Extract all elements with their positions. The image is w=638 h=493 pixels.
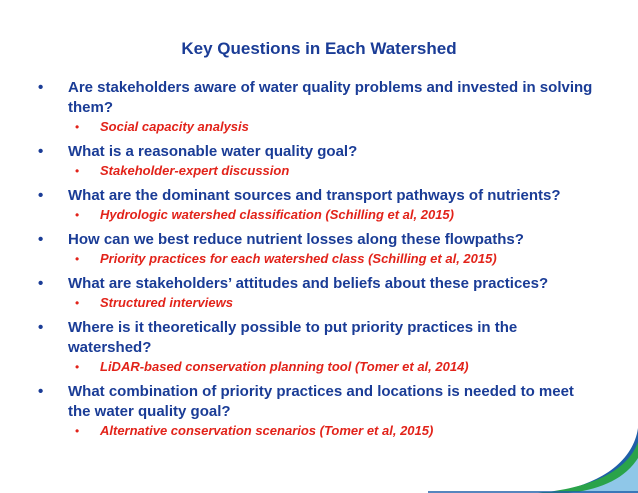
answer-text: Social capacity analysis: [100, 119, 249, 134]
sub-bullet: •: [75, 120, 80, 134]
question-text: What are stakeholders’ attitudes and beliefs about these practices?: [68, 275, 549, 292]
question-text: Where is it theoretically possible to put priority practices in the watershed?: [68, 319, 518, 356]
question-text: What combination of priority practices and locations is needed to meet the water quality goal?: [68, 383, 574, 420]
bullet: •: [38, 143, 44, 160]
question-item: [38, 230, 598, 267]
question-text: Are stakeholders aware of water quality problems and invested in solving them?: [68, 79, 593, 116]
answer-text: LiDAR-based conservation planning tool (Tomer et al, 2014): [100, 359, 469, 374]
question-text: How can we best reduce nutrient losses along these flowpaths?: [68, 231, 524, 248]
answer-text: Hydrologic watershed classification (Schilling et al, 2015): [100, 207, 454, 222]
question-item: [38, 274, 598, 311]
answer-text: Alternative conservation scenarios (Tomer et al, 2015): [100, 423, 434, 438]
bullet: •: [38, 319, 44, 336]
sub-bullet: •: [75, 164, 80, 178]
question-item: [38, 78, 598, 135]
sub-bullet: •: [75, 424, 80, 438]
answer-text: Structured interviews: [100, 295, 233, 310]
slide-title: Key Questions in Each Watershed: [181, 39, 457, 58]
question-list: [38, 78, 598, 446]
sub-bullet: •: [75, 208, 80, 222]
sub-bullet: •: [75, 296, 80, 310]
bullet: •: [38, 231, 44, 248]
question-text: What is a reasonable water quality goal?: [68, 143, 358, 160]
bullet: •: [38, 187, 44, 204]
question-text: What are the dominant sources and transport pathways of nutrients?: [68, 187, 561, 204]
answer-text: Priority practices for each watershed class (Schilling et al, 2015): [100, 251, 497, 266]
bullet: •: [38, 383, 44, 400]
sub-bullet: •: [75, 360, 80, 374]
question-item: [38, 142, 598, 179]
bullet: •: [38, 79, 44, 96]
question-item: [38, 318, 598, 375]
answer-text: Stakeholder-expert discussion: [100, 163, 290, 178]
bullet: •: [38, 275, 44, 292]
question-item: [38, 186, 598, 223]
sub-bullet: •: [75, 252, 80, 266]
corner-swoosh-decoration: [428, 428, 638, 493]
